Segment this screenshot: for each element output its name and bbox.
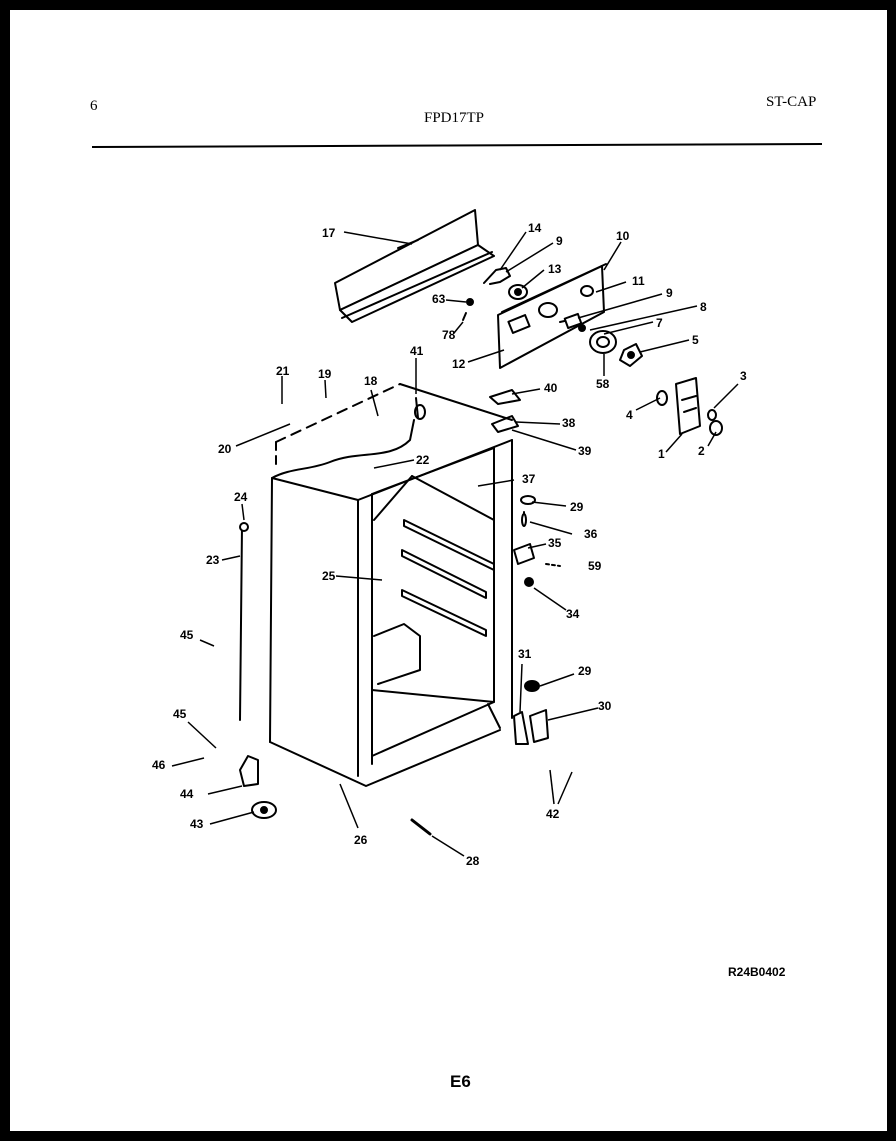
callout-12: 12 [452,357,466,371]
callout-20: 20 [218,442,232,456]
callout-26: 26 [354,833,368,847]
diagram-sheet [10,10,887,1131]
callout-44: 44 [180,787,194,801]
page-code: E6 [450,1072,471,1091]
callout-14: 14 [528,221,542,235]
callout-23: 23 [206,553,220,567]
callout-35: 35 [548,536,562,550]
callout-37: 37 [522,472,536,486]
callout-28: 28 [466,854,480,868]
callout-58: 58 [596,377,610,391]
page-number: 6 [90,98,98,114]
exploded-view [10,10,887,1131]
callout-5: 5 [692,333,699,347]
callout-41: 41 [410,344,424,358]
callout-46: 46 [152,758,166,772]
callout-19: 19 [318,367,332,381]
callout-43: 43 [190,817,204,831]
callout-21: 21 [276,364,290,378]
thermostat-part [590,331,642,366]
callout-45: 45 [173,707,187,721]
callout-36: 36 [584,527,598,541]
model-number: FPD17TP [424,110,485,126]
hinge-brackets [415,390,520,432]
control-panel-part [498,264,606,368]
reference-code: R24B0402 [728,965,786,979]
callout-10: 10 [616,229,630,243]
relay-overload-part [657,378,722,435]
callout-24: 24 [234,490,248,504]
callout-78: 78 [442,328,456,342]
callout-40: 40 [544,381,558,395]
callout-39: 39 [578,444,592,458]
callout-3: 3 [740,369,747,383]
callout-63: 63 [432,292,446,306]
section-code: ST-CAP [766,94,817,110]
right-side-parts [412,496,560,834]
callout-29: 29 [570,500,584,514]
callout-29: 29 [578,664,592,678]
header-rule [92,144,822,147]
callout-25: 25 [322,569,336,583]
callout-13: 13 [548,262,562,276]
callout-45: 45 [180,628,194,642]
callout-4: 4 [626,408,633,422]
callout-34: 34 [566,607,580,621]
cabinet-outline [270,384,512,786]
callout-17: 17 [322,226,336,240]
callout-31: 31 [518,647,532,661]
callout-11: 11 [632,274,645,288]
callout-22: 22 [416,453,430,467]
callout-1: 1 [658,447,665,461]
callout-38: 38 [562,416,576,430]
callout-9: 9 [666,286,673,300]
callout-59: 59 [588,559,602,573]
callout-7: 7 [656,316,663,330]
callout-2: 2 [698,444,705,458]
callout-18: 18 [364,374,378,388]
callout-9: 9 [556,234,563,248]
callout-42: 42 [546,807,560,821]
callout-8: 8 [700,300,707,314]
callout-30: 30 [598,699,612,713]
scan-mark [0,882,10,904]
